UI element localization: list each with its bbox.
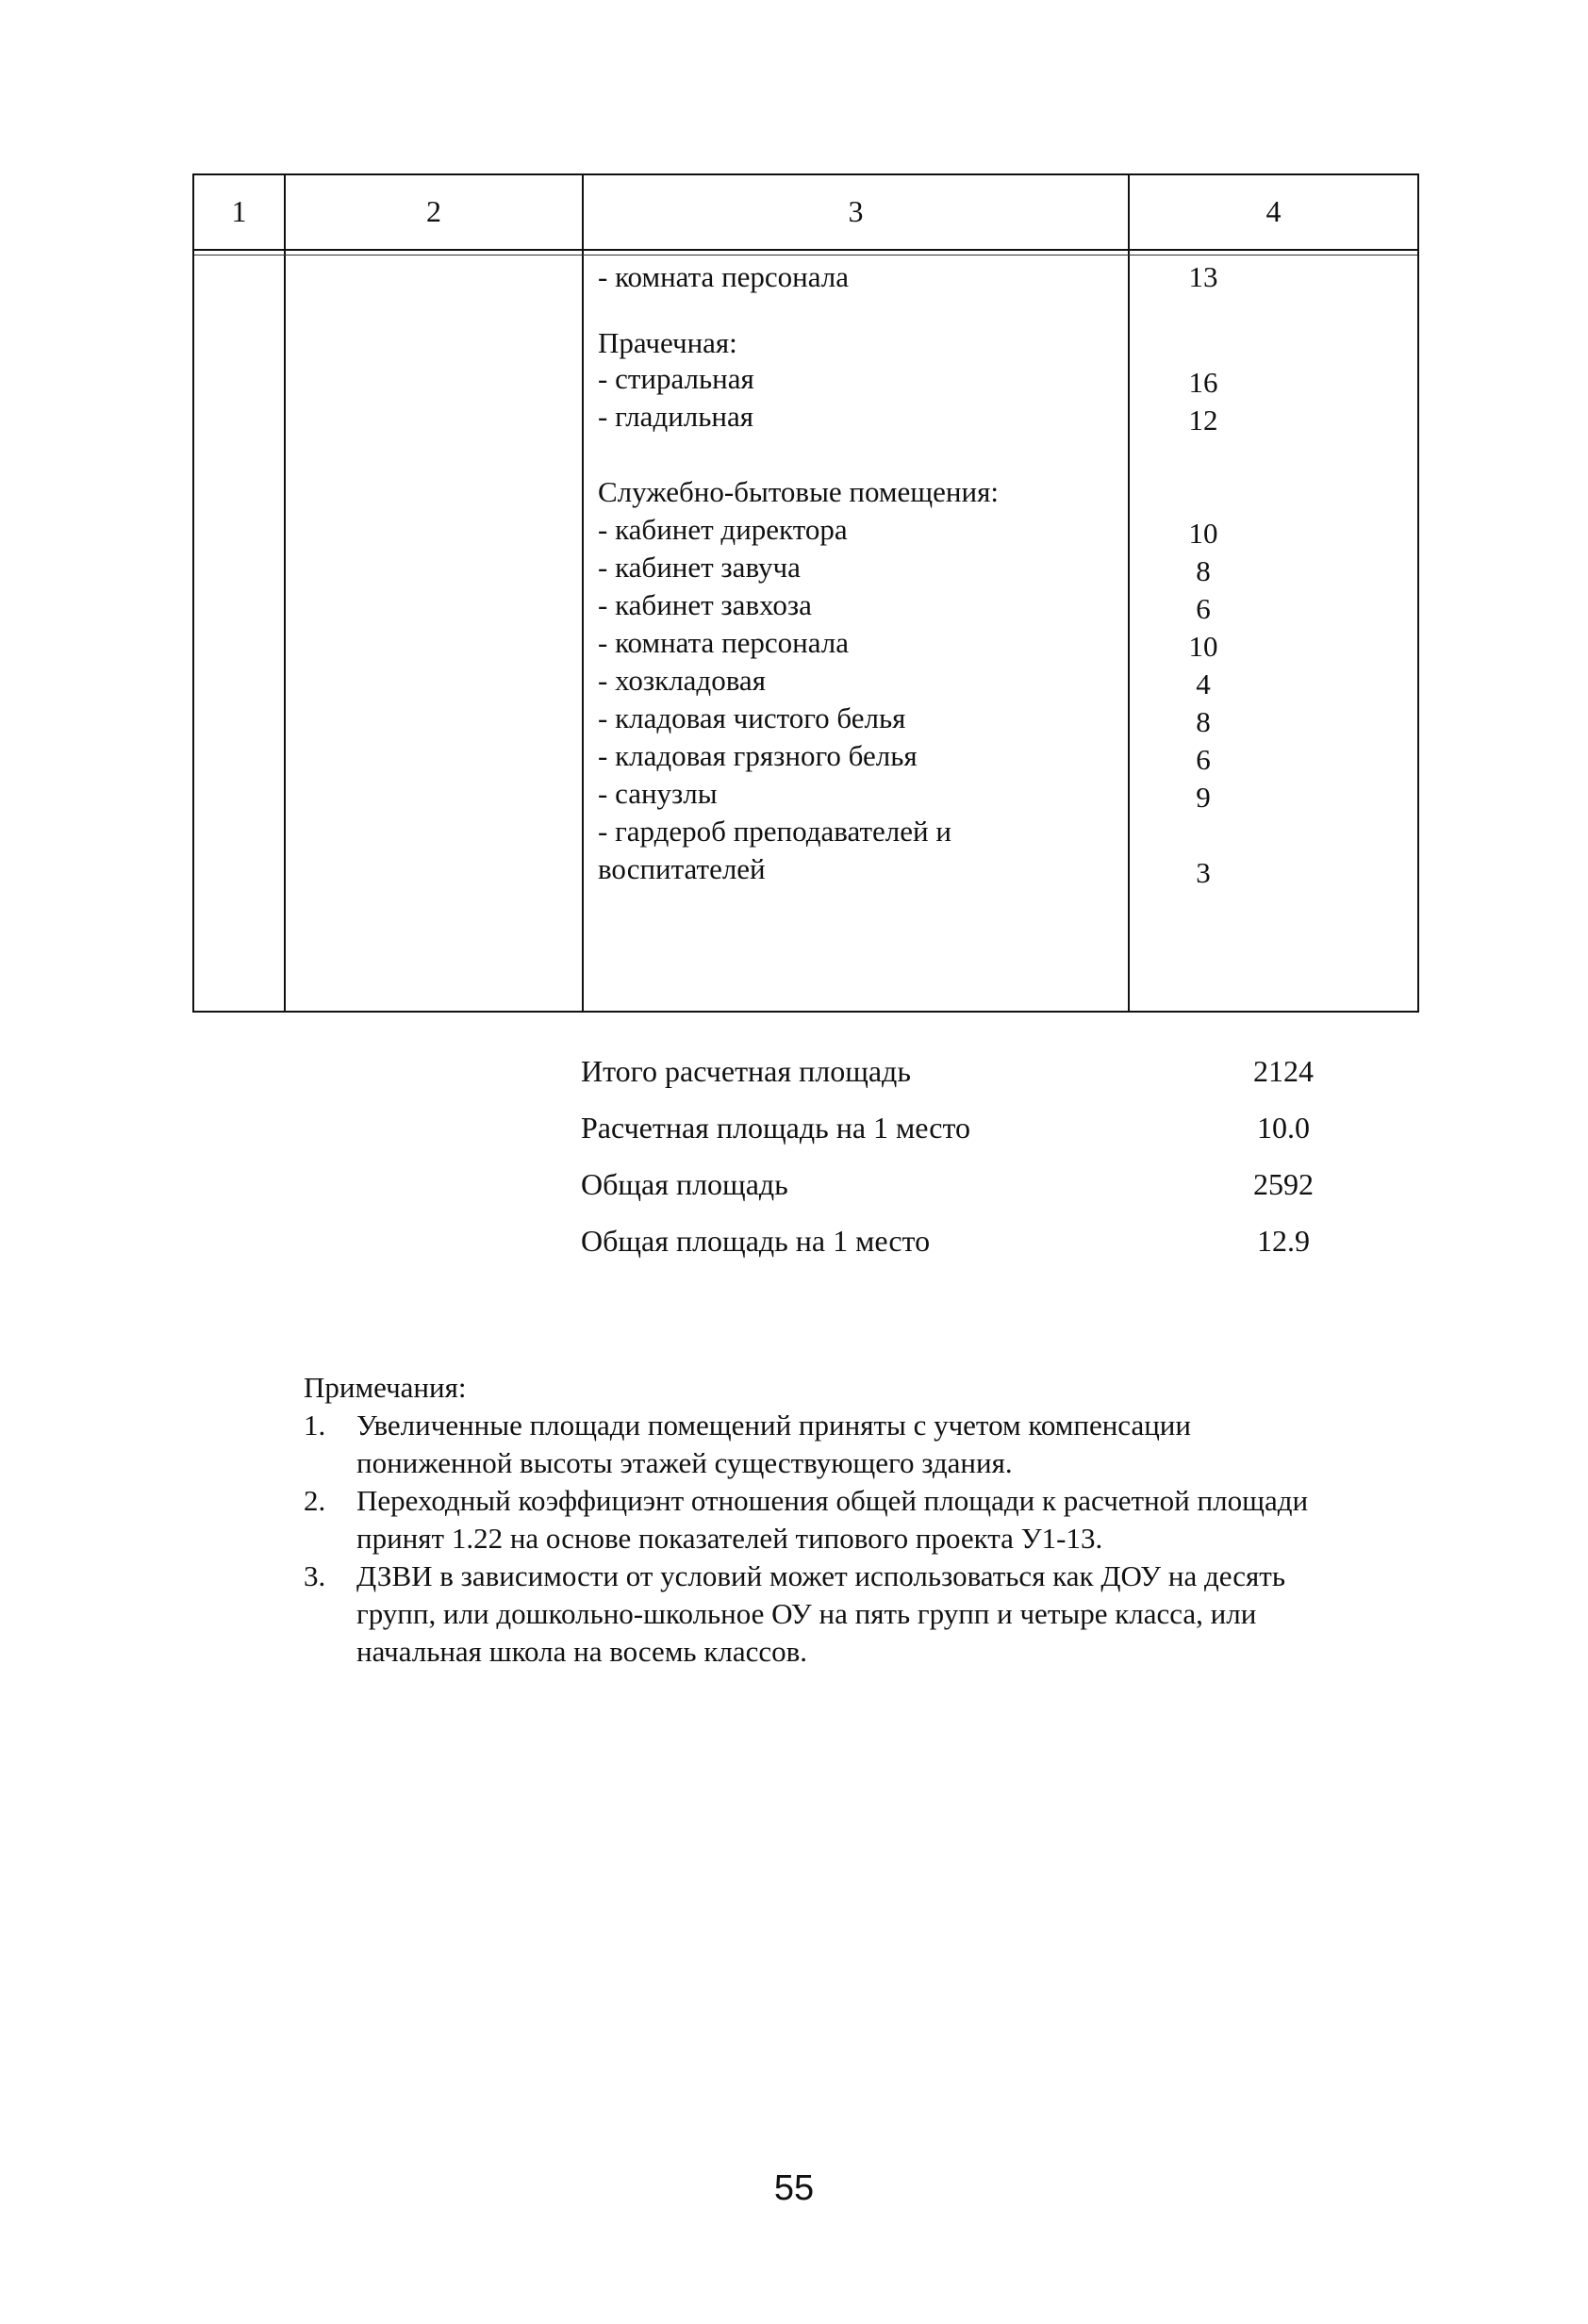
summary-value: 12.9 bbox=[1257, 1224, 1310, 1258]
room-area: 3 bbox=[1196, 856, 1211, 889]
room-area: 4 bbox=[1196, 668, 1211, 700]
note-number: 3. bbox=[304, 1559, 326, 1592]
room-area: 12 bbox=[1188, 404, 1218, 437]
column-divider bbox=[284, 175, 286, 1011]
column-header-2: 2 bbox=[426, 194, 441, 228]
summary-value: 2592 bbox=[1253, 1167, 1314, 1201]
summary-value: 10.0 bbox=[1257, 1111, 1310, 1145]
column-header-4: 4 bbox=[1265, 194, 1282, 228]
room-name: - кладовая чистого белья bbox=[598, 701, 906, 734]
notes-section bbox=[304, 1369, 1341, 1671]
summary-row bbox=[581, 1165, 1335, 1222]
summary-label: Общая площадь bbox=[581, 1167, 788, 1201]
room-name: воспитателей bbox=[598, 852, 766, 885]
summary-label: Итого расчетная площадь bbox=[581, 1054, 911, 1088]
room-name: - кладовая грязного белья bbox=[598, 739, 918, 772]
room-area: 8 bbox=[1196, 554, 1211, 587]
summary-row bbox=[581, 1222, 1335, 1278]
header-divider bbox=[194, 249, 1417, 251]
note-item bbox=[304, 1482, 1341, 1558]
room-area: 16 bbox=[1188, 366, 1218, 399]
room-name: - кабинет завхоза bbox=[598, 588, 812, 621]
room-area: 10 bbox=[1188, 630, 1218, 663]
summary-label: Общая площадь на 1 место bbox=[581, 1224, 931, 1258]
column-header-1: 1 bbox=[231, 194, 247, 228]
room-name: - комната персонала bbox=[598, 626, 850, 659]
room-name: - гладильная bbox=[598, 400, 754, 433]
summary-row bbox=[581, 1109, 1335, 1165]
room-name: - хозкладовая bbox=[598, 664, 766, 697]
room-name: - кабинет директора bbox=[598, 513, 848, 546]
summary-value: 2124 bbox=[1253, 1054, 1314, 1088]
section-title: Служебно-бытовые помещения: bbox=[598, 475, 999, 508]
note-number: 1. bbox=[304, 1409, 326, 1442]
notes-title: Примечания: bbox=[304, 1371, 467, 1404]
room-name: - гардероб преподавателей и bbox=[598, 815, 951, 848]
note-item bbox=[304, 1558, 1341, 1671]
note-number: 2. bbox=[304, 1484, 326, 1517]
room-area: 8 bbox=[1196, 705, 1211, 738]
area-summary bbox=[581, 1052, 1335, 1278]
note-text: Увеличенные площади помещений приняты с учетом компенсации пониженной высоты этажей существующего здания. bbox=[356, 1409, 1191, 1479]
room-area: 6 bbox=[1196, 743, 1211, 776]
room-area: 13 bbox=[1188, 260, 1218, 293]
column-header-3: 3 bbox=[848, 194, 864, 228]
section-title: Прачечная: bbox=[598, 326, 737, 359]
summary-row bbox=[581, 1052, 1335, 1109]
note-text: ДЗВИ в зависимости от условий может использоваться как ДОУ на десять групп, или дошкольно-школьное ОУ на пять групп и четыре класса, или начальная школа на восемь классов. bbox=[356, 1559, 1285, 1668]
page-number: 55 bbox=[773, 2168, 815, 2208]
note-item bbox=[304, 1407, 1341, 1482]
room-area: 6 bbox=[1196, 592, 1211, 625]
room-name: - санузлы bbox=[598, 777, 718, 810]
room-area: 10 bbox=[1188, 517, 1218, 550]
note-text: Переходный коэффициэнт отношения общей площади к расчетной площади принят 1.22 на основе показателей типового проекта У1-13. bbox=[356, 1484, 1309, 1555]
rooms-table bbox=[192, 173, 1419, 1013]
room-area: 9 bbox=[1196, 781, 1211, 814]
column-divider bbox=[1128, 175, 1130, 1011]
column-divider bbox=[582, 175, 584, 1011]
room-name: - комната персонала bbox=[598, 260, 850, 293]
summary-label: Расчетная площадь на 1 место bbox=[581, 1111, 971, 1145]
room-name: - стиральная bbox=[598, 362, 754, 395]
room-name: - кабинет завуча bbox=[598, 551, 801, 584]
